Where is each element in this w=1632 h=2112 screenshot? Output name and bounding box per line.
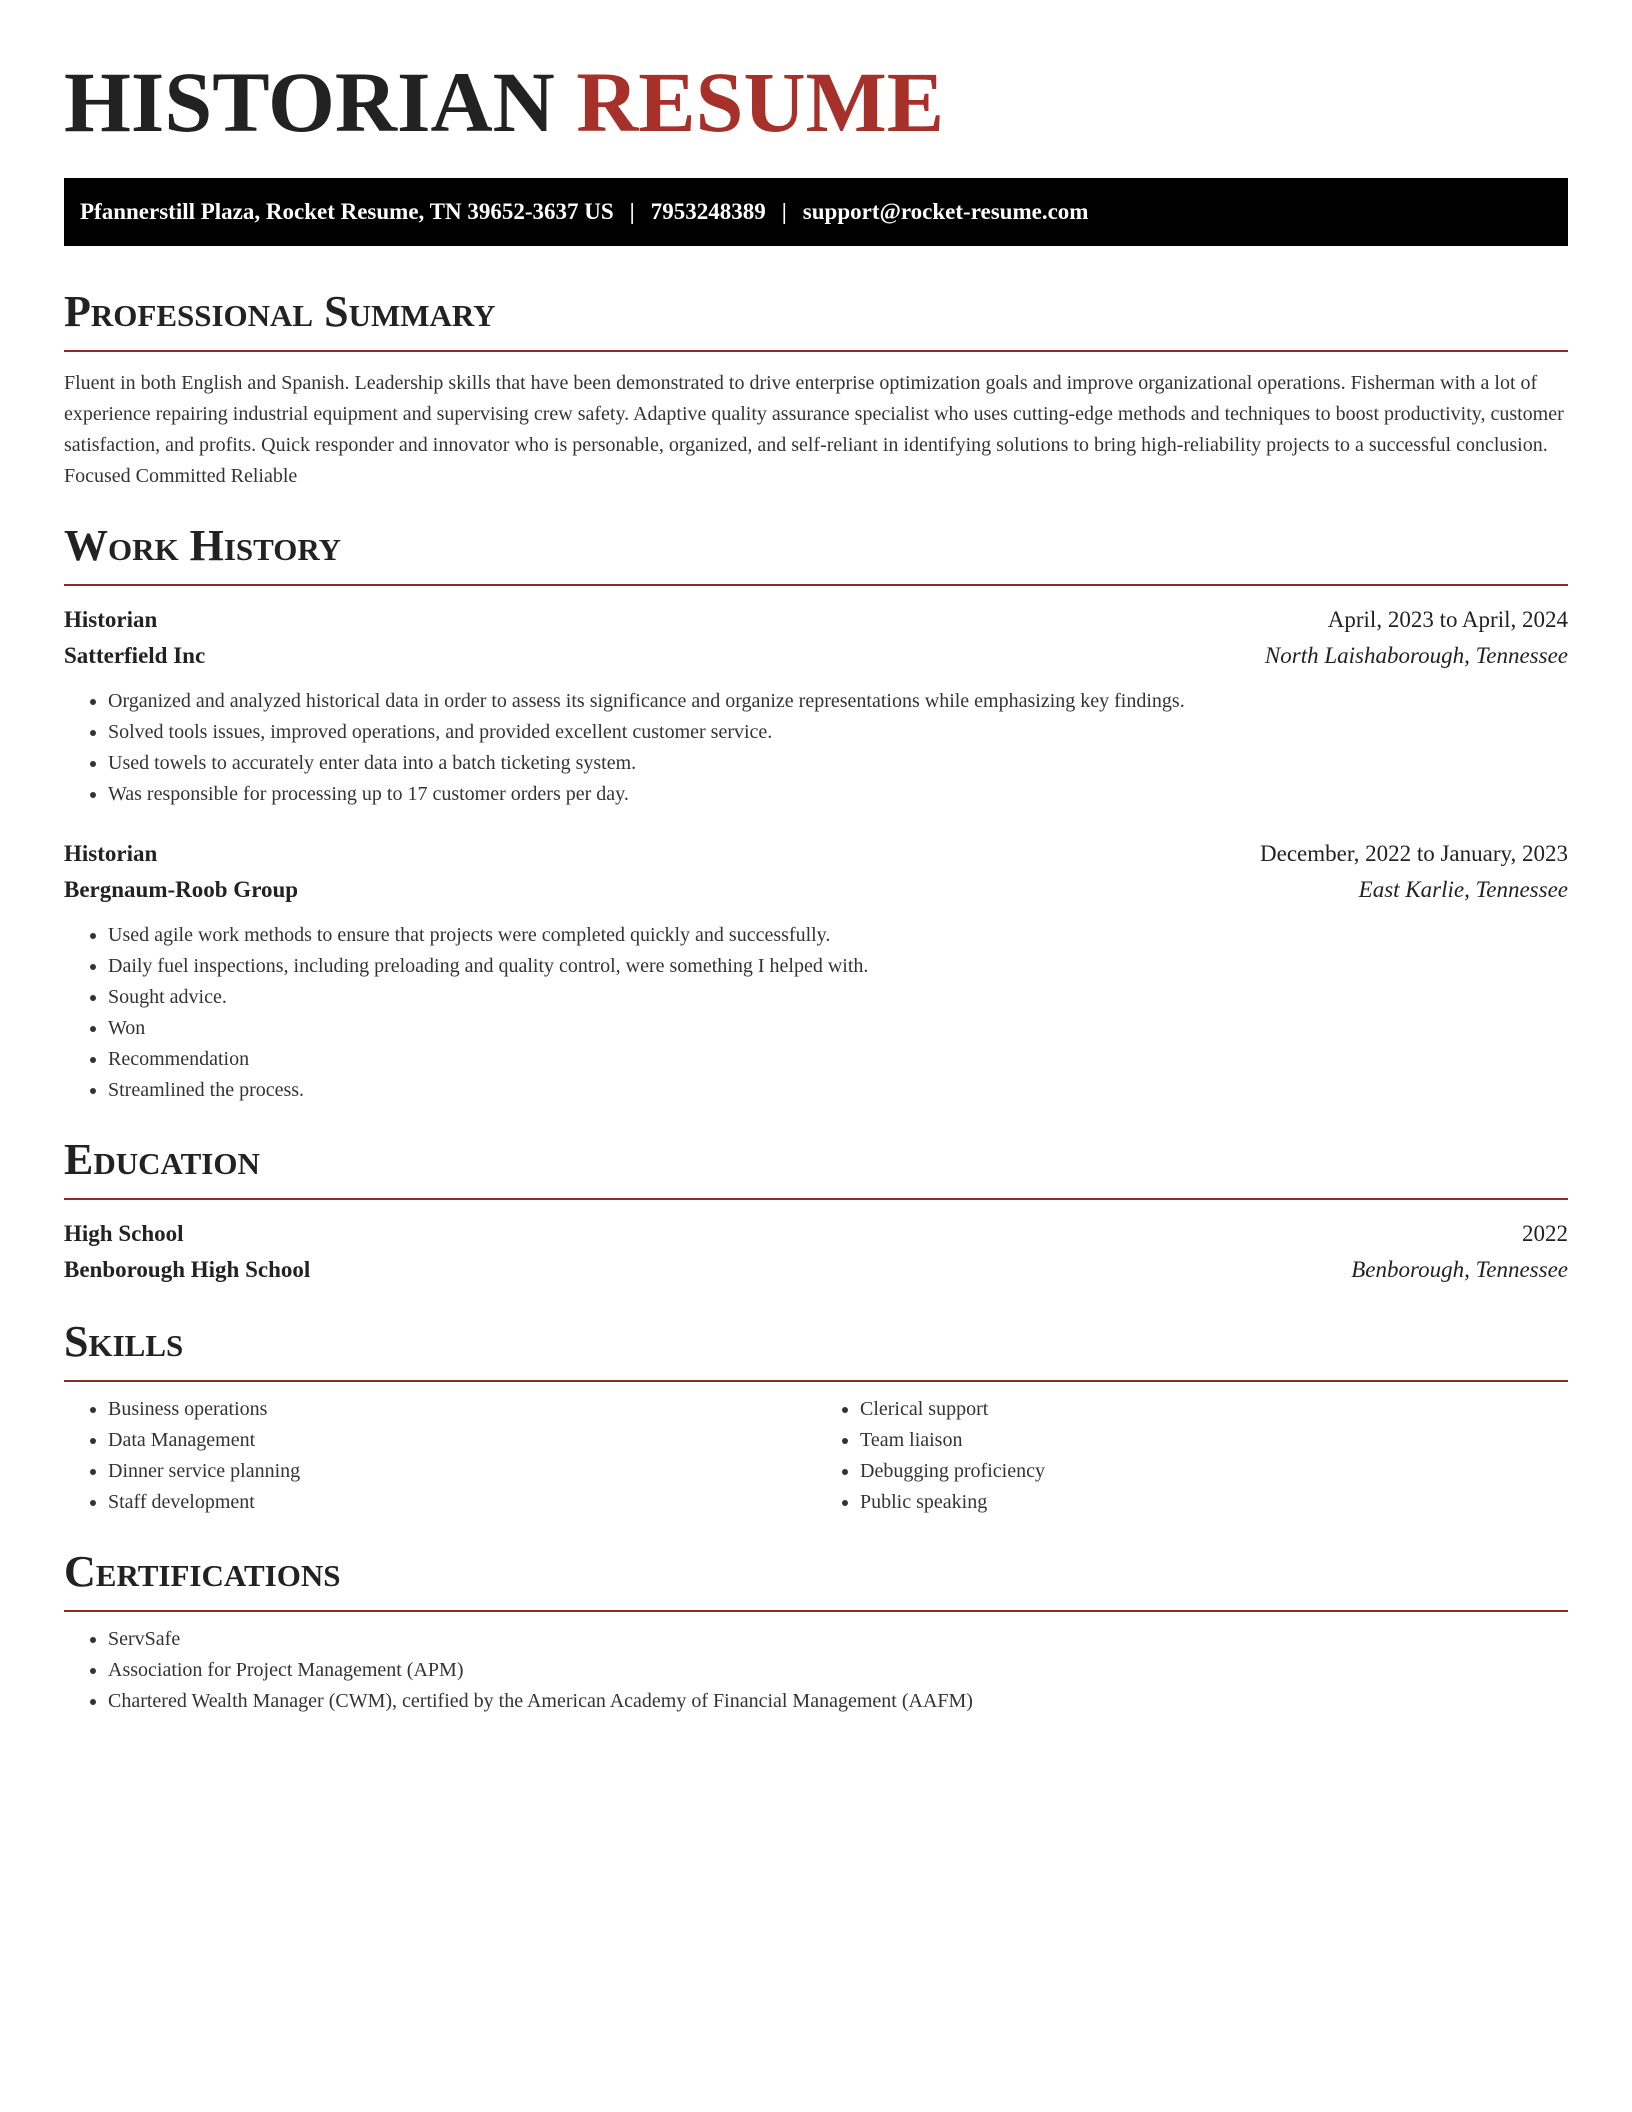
list-item: • Clerical support (860, 1394, 1568, 1425)
section-rule (64, 350, 1568, 352)
job-bullets (64, 686, 1568, 810)
section-heading-certifications: Certifications (64, 1547, 341, 1596)
summary-text: Fluent in both English and Spanish. Leadership skills that have been demonstrated to drive enterprise optimization goals and improve organizational operations. Fisherman with a lot of experience repairing industrial equipment and supervising crew safety. Adaptive quality assurance specialist who uses cutting-edge methods and techniques to boost productivity, customer satisfaction, and profits. Quick responder and innovator who is personable, organized, and self-reliant in identifying solutions to bring high-reliability projects to a successful conclusion. Focused Committed Reliable (64, 372, 1564, 487)
job-bullets (64, 920, 1568, 1106)
job-title: Historian (64, 607, 158, 632)
section-heading-summary: Professional Summary (64, 287, 496, 336)
contact-bar (64, 178, 1568, 246)
list-item: • Staff development (108, 1487, 816, 1518)
list-item: • Association for Project Management (APM) (108, 1655, 1568, 1686)
section-rule (64, 584, 1568, 586)
list-item: • Sought advice. (108, 982, 1568, 1013)
list-item: • Dinner service planning (108, 1456, 816, 1487)
skills-list-right (816, 1394, 1568, 1518)
section-rule (64, 1610, 1568, 1612)
list-item: • Streamlined the process. (108, 1075, 1568, 1106)
job-location: East Karlie, Tennessee (1358, 877, 1568, 902)
education-location: Benborough, Tennessee (1351, 1257, 1568, 1282)
list-item: • Solved tools issues, improved operations, and provided excellent customer service. (108, 717, 1568, 748)
list-item: • Debugging proficiency (860, 1456, 1568, 1487)
section-heading-skills: Skills (64, 1317, 184, 1366)
list-item: • Organized and analyzed historical data in order to assess its significance and organize representations while emphasizing key findings. (108, 686, 1568, 717)
education-year: 2022 (1522, 1221, 1568, 1246)
job-title: Historian (64, 841, 158, 866)
work-section (64, 520, 1568, 1106)
list-item: • Public speaking (860, 1487, 1568, 1518)
education-section (64, 1134, 1568, 1288)
resume-title (64, 50, 1568, 154)
list-item: • Data Management (108, 1425, 816, 1456)
list-item: • Used towels to accurately enter data into a batch ticketing system. (108, 748, 1568, 779)
list-item: • Business operations (108, 1394, 816, 1425)
education-degree-row (64, 1216, 1568, 1252)
list-item: • Chartered Wealth Manager (CWM), certified by the American Academy of Financial Management (AAFM) (108, 1686, 1568, 1717)
job-dates: April, 2023 to April, 2024 (1327, 607, 1568, 632)
job-entry (64, 602, 1568, 810)
skills-grid (64, 1394, 1568, 1518)
skills-section (64, 1316, 1568, 1518)
title-accent: RESUME (576, 54, 945, 150)
job-location: North Laishaborough, Tennessee (1264, 643, 1568, 668)
section-heading-work: Work History (64, 521, 342, 570)
education-degree: High School (64, 1221, 184, 1246)
job-title-row (64, 602, 1568, 638)
summary-section (64, 286, 1568, 492)
list-item: • Won (108, 1013, 1568, 1044)
list-item: • ServSafe (108, 1624, 1568, 1655)
skills-list-left (64, 1394, 816, 1518)
job-company: Bergnaum-Roob Group (64, 877, 299, 902)
section-rule (64, 1380, 1568, 1382)
job-company-row (64, 638, 1568, 674)
job-entry (64, 836, 1568, 1106)
job-company: Satterfield Inc (64, 643, 206, 668)
contact-separator: | (629, 199, 635, 224)
contact-email: support@rocket-resume.com (802, 199, 1089, 224)
contact-phone: 7953248389 (650, 199, 766, 224)
list-item: • Team liaison (860, 1425, 1568, 1456)
contact-address: Pfannerstill Plaza, Rocket Resume, TN 39652-3637 US (80, 199, 614, 224)
job-dates: December, 2022 to January, 2023 (1260, 841, 1568, 866)
section-heading-education: Education (64, 1135, 260, 1184)
certifications-section (64, 1546, 1568, 1717)
certifications-list (64, 1624, 1568, 1717)
education-entry (64, 1216, 1568, 1288)
job-title-row (64, 836, 1568, 872)
education-school: Benborough High School (64, 1257, 311, 1282)
contact-separator: | (781, 199, 787, 224)
list-item: • Was responsible for processing up to 17 customer orders per day. (108, 779, 1568, 810)
section-rule (64, 1198, 1568, 1200)
title-main: HISTORIAN (64, 54, 555, 150)
list-item: • Recommendation (108, 1044, 1568, 1075)
job-company-row (64, 872, 1568, 908)
list-item: • Daily fuel inspections, including preloading and quality control, were something I helped with. (108, 951, 1568, 982)
list-item: • Used agile work methods to ensure that projects were completed quickly and successfully. (108, 920, 1568, 951)
education-school-row (64, 1252, 1568, 1288)
